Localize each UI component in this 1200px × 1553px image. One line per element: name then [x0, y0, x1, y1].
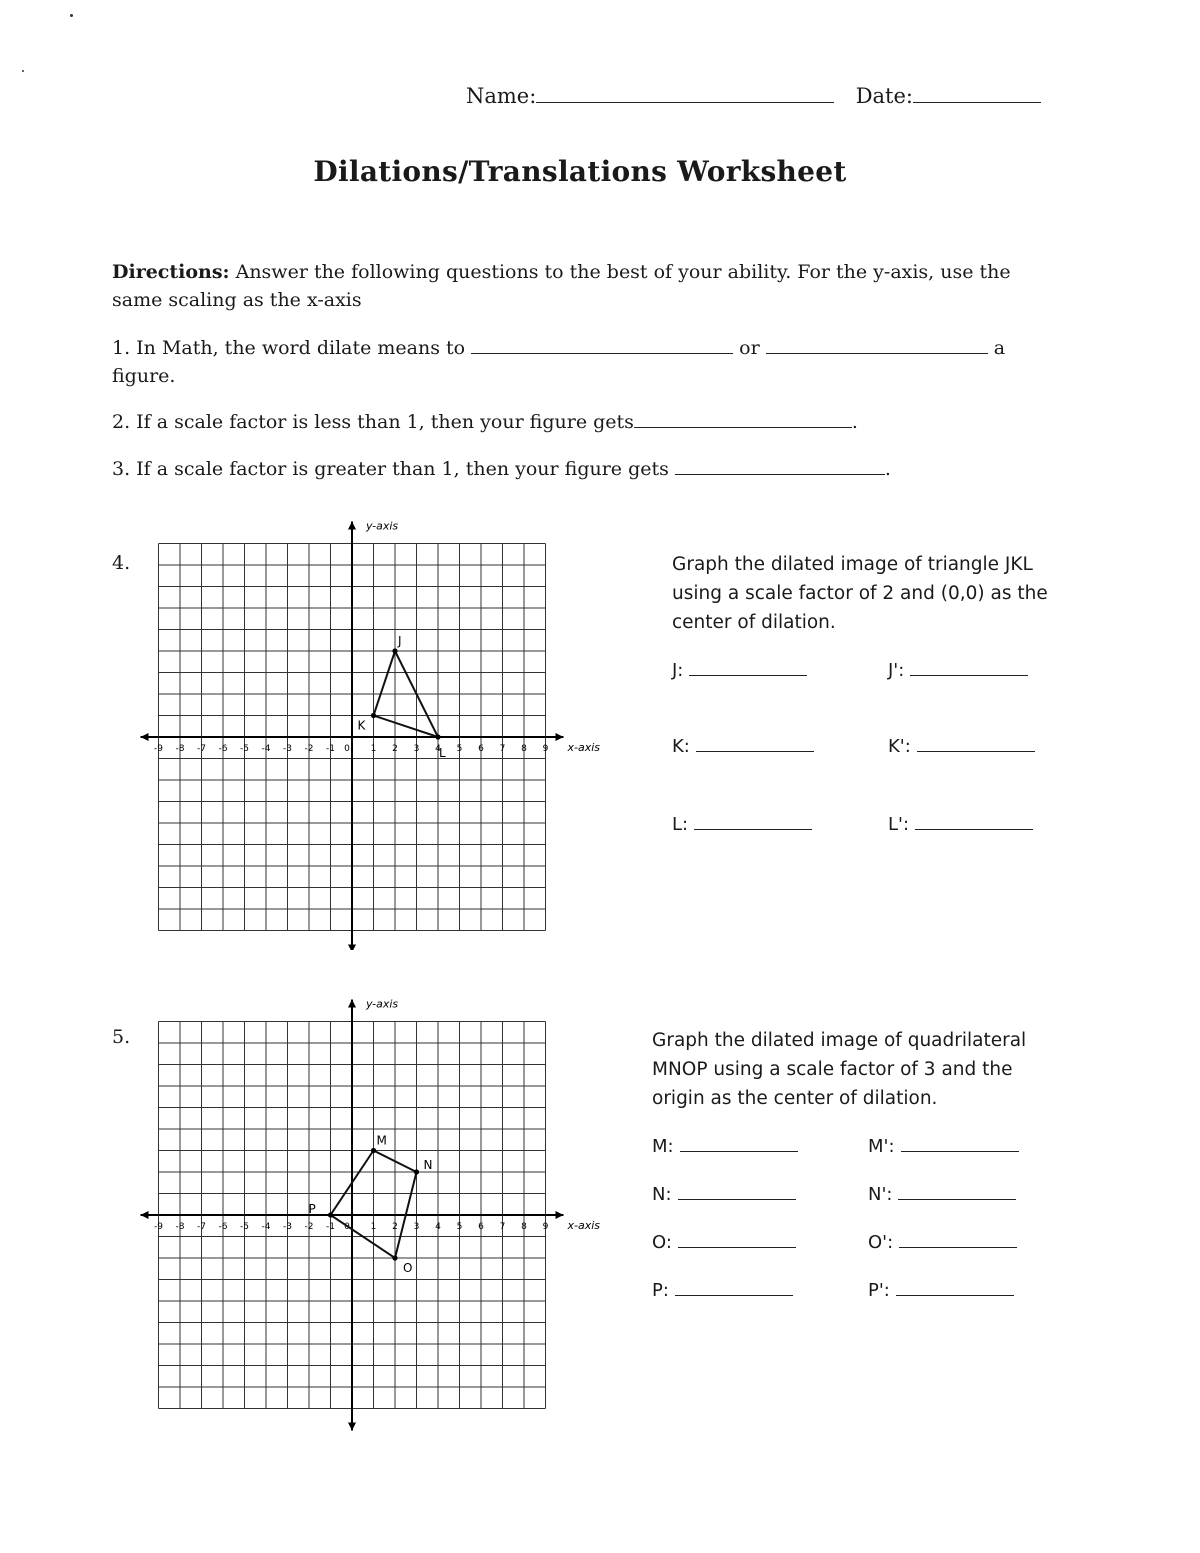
tick-label: -5 — [240, 744, 249, 754]
answer-n-prime-field[interactable] — [898, 1198, 1016, 1200]
tick-label: 0 — [344, 1222, 350, 1232]
tick-label: -6 — [218, 1222, 228, 1232]
vertex-label-m: M — [376, 1133, 387, 1148]
vertex-m — [371, 1148, 376, 1153]
tick-label: 6 — [478, 744, 484, 754]
vertex-p — [328, 1212, 333, 1217]
header-row — [466, 84, 1041, 108]
tick-label: -4 — [261, 1222, 271, 1232]
answer-p — [652, 1280, 793, 1301]
answer-n — [652, 1184, 796, 1205]
question-1 — [112, 334, 1042, 390]
answer-m-prime-field[interactable] — [901, 1150, 1019, 1152]
answer-n-prime-label: N': — [868, 1184, 893, 1205]
problem-5-number: 5. — [112, 1026, 131, 1048]
y-axis-label: y-axis — [366, 520, 399, 533]
vertex-label-l: L — [439, 746, 446, 760]
answer-n-label: N: — [652, 1184, 672, 1205]
answer-o-prime — [868, 1232, 1017, 1253]
question-1-blank-2[interactable] — [766, 352, 988, 354]
tick-label: -9 — [154, 744, 163, 754]
answer-j-field[interactable] — [689, 674, 807, 676]
date-field[interactable] — [913, 101, 1041, 103]
vertex-label-j: J — [398, 634, 402, 648]
vertex-label-p: P — [308, 1202, 316, 1216]
vertex-n — [414, 1169, 419, 1174]
tick-label: 0 — [344, 744, 350, 754]
directions-text: Answer the following questions to the best of your ability. For the y-axis, use the same scaling as the x-axis — [112, 261, 1011, 311]
tick-label: -8 — [175, 744, 185, 754]
tick-label: 5 — [456, 744, 463, 754]
tick-label: 7 — [499, 1222, 506, 1232]
y-axis-arrow-up — [348, 1000, 356, 1008]
question-2-blank[interactable] — [634, 426, 852, 428]
answer-m — [652, 1136, 798, 1157]
stray-mark — [70, 14, 73, 17]
answer-l-prime — [888, 814, 1033, 835]
stray-mark — [22, 70, 24, 72]
problem-4-coordinate-grid[interactable] — [130, 520, 620, 950]
answer-j — [672, 660, 807, 681]
directions-label: Directions: — [112, 261, 230, 283]
answer-l-prime-field[interactable] — [915, 828, 1033, 830]
answer-p-field[interactable] — [675, 1294, 793, 1296]
answer-m-label: M: — [652, 1136, 674, 1157]
tick-label: 1 — [370, 1222, 377, 1232]
tick-label: 5 — [456, 1222, 463, 1232]
answer-k — [672, 736, 814, 757]
vertex-label-o: O — [403, 1261, 413, 1275]
question-1-blank-1[interactable] — [471, 352, 733, 354]
tick-label: 8 — [521, 1222, 527, 1232]
x-axis-arrow-right — [556, 1211, 564, 1219]
tick-label: -3 — [283, 1222, 292, 1232]
question-2 — [112, 408, 1042, 436]
y-axis-label: y-axis — [366, 997, 399, 1011]
page-title: Dilations/Translations Worksheet — [313, 155, 847, 188]
y-axis-arrow-down — [348, 1423, 356, 1431]
tick-label: -2 — [304, 1222, 314, 1232]
tick-label: 8 — [521, 744, 527, 754]
vertex-l — [435, 734, 440, 739]
tick-label: 4 — [435, 744, 441, 754]
answer-l-prime-label: L': — [888, 814, 910, 835]
x-axis-arrow-left — [141, 1211, 149, 1219]
tick-label: 9 — [542, 744, 549, 754]
question-3 — [112, 455, 1042, 483]
x-axis-arrow-left — [141, 733, 149, 741]
tick-label: -7 — [197, 1222, 206, 1232]
answer-o-label: O: — [652, 1232, 672, 1253]
tick-label: -4 — [261, 744, 271, 754]
y-axis-arrow-down — [348, 945, 356, 951]
vertex-label-k: K — [357, 718, 366, 733]
answer-m-prime — [868, 1136, 1019, 1157]
tick-label: -5 — [240, 1222, 249, 1232]
answer-k-label: K: — [672, 736, 690, 757]
answer-n-field[interactable] — [678, 1198, 796, 1200]
question-3-text: 3. If a scale factor is greater than 1, then your figure gets — [112, 458, 669, 480]
question-2-period: . — [851, 411, 858, 433]
vertex-k — [371, 713, 376, 718]
answer-k-field[interactable] — [696, 750, 814, 752]
answer-p-prime-field[interactable] — [896, 1294, 1014, 1296]
tick-label: 3 — [413, 1222, 420, 1232]
question-1-after: a — [993, 337, 1006, 359]
tick-label: 4 — [435, 1222, 441, 1232]
answer-k-prime — [888, 736, 1035, 757]
answer-n-prime — [868, 1184, 1016, 1205]
name-field[interactable] — [536, 101, 834, 103]
question-3-blank[interactable] — [675, 473, 885, 475]
x-axis-arrow-right — [556, 733, 564, 741]
question-2-text: 2. If a scale factor is less than 1, then your figure gets — [112, 411, 634, 433]
tick-label: -1 — [326, 1222, 335, 1232]
answer-p-prime-label: P': — [868, 1280, 890, 1301]
tick-label: 2 — [392, 1222, 398, 1232]
question-1-or: or — [739, 337, 760, 359]
problem-4-prompt: Graph the dilated image of triangle JKL using a scale factor of 2 and (0,0) as the center of dilation. — [672, 554, 1048, 633]
y-axis-arrow-up — [348, 522, 356, 530]
tick-label: -2 — [304, 744, 314, 754]
problem-5-coordinate-grid[interactable] — [130, 996, 620, 1436]
problem-4-number: 4. — [112, 552, 131, 574]
tick-label: -3 — [283, 744, 292, 754]
tick-label: 2 — [392, 744, 398, 754]
answer-p-label: P: — [652, 1280, 669, 1301]
problem-5-prompt: Graph the dilated image of quadrilateral MNOP using a scale factor of 3 and the origin as the center of dilation. — [652, 1030, 1027, 1109]
vertex-o — [392, 1255, 397, 1260]
tick-label: -6 — [218, 744, 228, 754]
x-axis-label: x-axis — [567, 741, 601, 754]
answer-o-prime-label: O': — [868, 1232, 894, 1253]
answer-m-field[interactable] — [680, 1150, 798, 1152]
answer-o-field[interactable] — [678, 1246, 796, 1248]
question-1-line2: figure. — [112, 365, 176, 387]
answer-o-prime-field[interactable] — [899, 1246, 1017, 1248]
answer-j-label: J: — [672, 660, 684, 681]
tick-label: -1 — [326, 744, 335, 754]
question-1-text: 1. In Math, the word dilate means to — [112, 337, 466, 359]
answer-j-prime — [888, 660, 1028, 681]
tick-label: -7 — [197, 744, 206, 754]
answer-m-prime-label: M': — [868, 1136, 895, 1157]
tick-label: -8 — [175, 1222, 185, 1232]
answer-l-label: L: — [672, 814, 689, 835]
directions — [112, 258, 1042, 314]
tick-label: 6 — [478, 1222, 484, 1232]
tick-label: 7 — [499, 744, 506, 754]
answer-k-prime-field[interactable] — [917, 750, 1035, 752]
answer-j-prime-field[interactable] — [910, 674, 1028, 676]
answer-l — [672, 814, 812, 835]
answer-o — [652, 1232, 796, 1253]
answer-p-prime — [868, 1280, 1014, 1301]
name-label: Name: — [466, 84, 537, 108]
answer-l-field[interactable] — [694, 828, 812, 830]
x-axis-label: x-axis — [567, 1219, 601, 1232]
answer-k-prime-label: K': — [888, 736, 911, 757]
tick-label: -9 — [154, 1222, 163, 1232]
tick-label: 1 — [370, 744, 377, 754]
vertex-j — [392, 648, 397, 653]
tick-label: 9 — [542, 1222, 549, 1232]
answer-j-prime-label: J': — [888, 660, 905, 681]
date-label: Date: — [855, 84, 913, 108]
tick-label: 3 — [413, 744, 420, 754]
vertex-label-n: N — [423, 1158, 433, 1172]
question-3-period: . — [884, 458, 891, 480]
